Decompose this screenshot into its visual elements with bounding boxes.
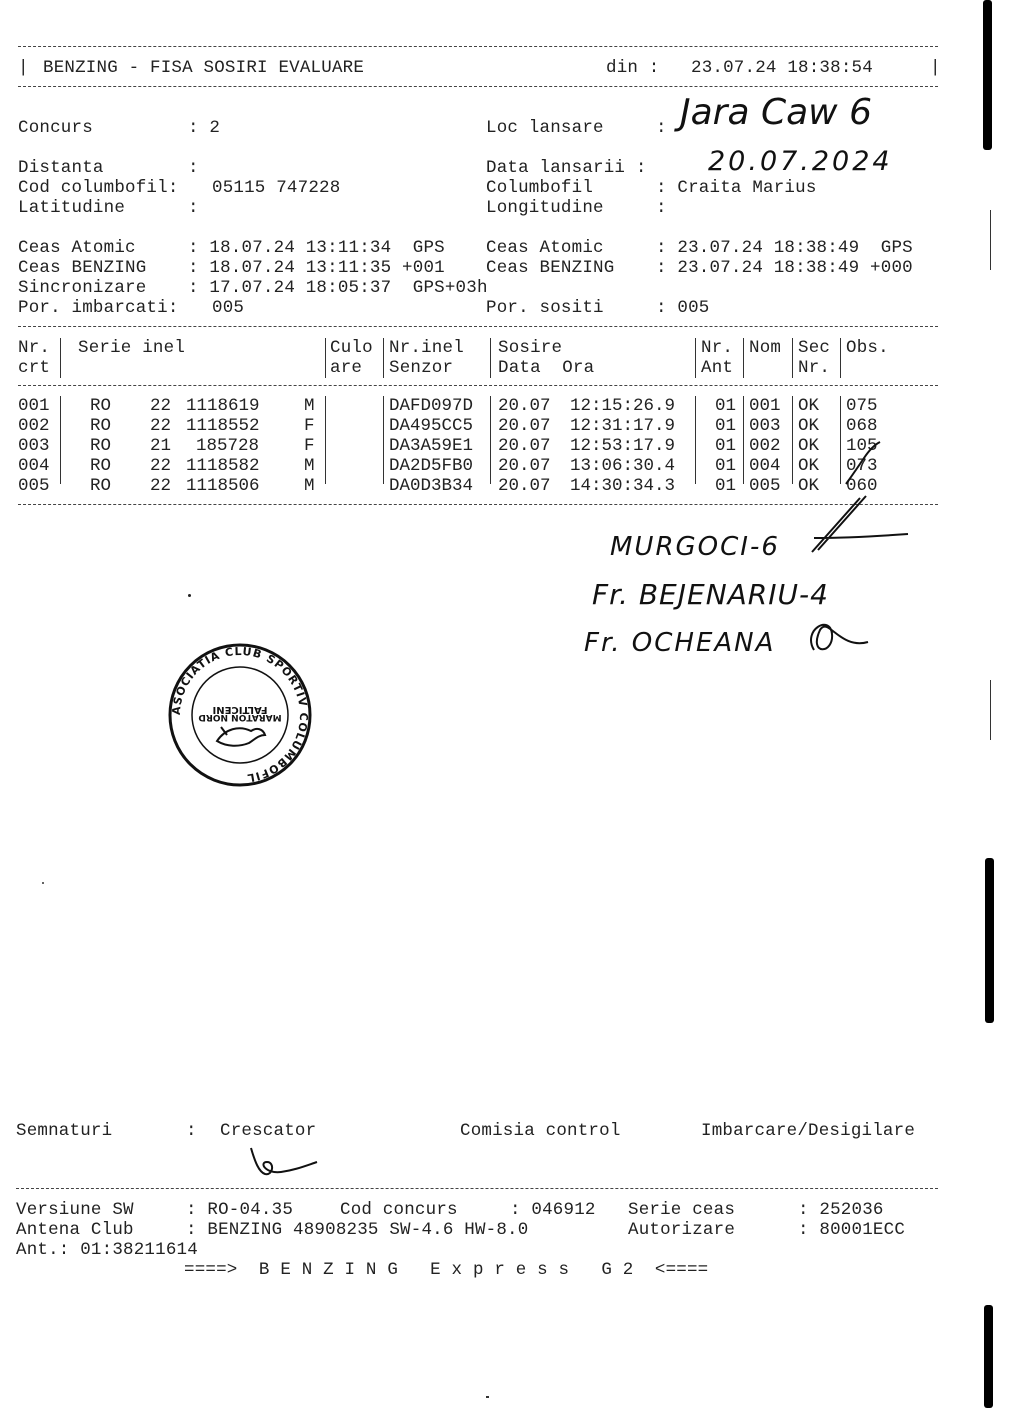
columbofil-value: : Craita Marius	[656, 178, 817, 198]
scan-edge-mark	[984, 1305, 993, 1408]
col-sep	[743, 338, 744, 378]
col-header-culoare: Culo	[330, 338, 373, 358]
col-header-sosire: Sosire	[498, 338, 563, 358]
crescator-label: Crescator	[220, 1121, 317, 1141]
por-sositi-value: : 005	[656, 298, 710, 318]
cell-nr: 005	[18, 476, 50, 496]
cell-tara: RO	[90, 436, 112, 456]
cell-an: 22	[150, 456, 172, 476]
print-date-value: 23.07.24 18:38:54	[691, 58, 873, 78]
cell-nom: 001	[749, 396, 781, 416]
ceas-benzing-end-label: Ceas BENZING	[486, 258, 615, 278]
cell-tara: RO	[90, 456, 112, 476]
cell-ant: 01	[715, 416, 737, 436]
cell-ant: 01	[715, 396, 737, 416]
cell-obs: 073	[846, 456, 878, 476]
scan-edge-line	[990, 210, 991, 270]
scan-edge-line	[990, 680, 991, 740]
pen-stroke-icon	[800, 490, 910, 560]
col-header-nr-ant: Nr.	[701, 338, 734, 358]
cell-ora: 12:31:17.9	[570, 416, 676, 436]
cell-nom: 004	[749, 456, 781, 476]
latitudine-sep: :	[188, 198, 199, 218]
table-row	[0, 416, 1024, 436]
versiune-value: : RO-04.35	[186, 1200, 294, 1220]
col-sep	[792, 338, 793, 378]
ceas-atomic-start-label: Ceas Atomic	[18, 238, 136, 258]
cell-nr: 001	[18, 396, 50, 416]
cell-an: 21	[150, 436, 172, 456]
longitudine-label: Longitudine	[486, 198, 604, 218]
cell-tara: RO	[90, 416, 112, 436]
handwritten-note: Fr. OCHEANA	[584, 628, 776, 658]
loc-lansare-sep: :	[656, 118, 667, 138]
ceas-atomic-start-value: : 18.07.24 13:11:34 GPS	[188, 238, 445, 258]
longitudine-sep: :	[656, 198, 667, 218]
handwritten-note: Fr. BEJENARIU-4	[592, 578, 829, 611]
col-header-serie: Serie inel	[78, 338, 186, 358]
cell-sec: OK	[798, 476, 820, 496]
cell-ora: 13:06:30.4	[570, 456, 676, 476]
header-right-bar: |	[930, 58, 941, 78]
cell-senzor: DAFD097D	[389, 396, 474, 416]
imbarcare-label: Imbarcare/Desigilare	[701, 1121, 916, 1141]
cell-data: 20.07	[498, 476, 551, 496]
latitudine-label: Latitudine	[18, 198, 126, 218]
table-row	[0, 396, 1024, 416]
comisia-control-label: Comisia control	[460, 1121, 621, 1141]
ceas-benzing-start-value: : 18.07.24 13:11:35 +001	[188, 258, 445, 278]
col-header-sec-nr: Nr.	[798, 358, 831, 378]
table-top-rule	[18, 326, 938, 327]
cell-obs: 068	[846, 416, 878, 436]
cod-columbofil-label: Cod columbofil:	[18, 178, 179, 198]
antena-label: Antena Club	[16, 1220, 134, 1240]
cell-an: 22	[150, 476, 172, 496]
stamp-outer-text: ASOCIATIA CLUB SPORTIV COLUMBOFIL	[169, 644, 311, 785]
col-header-sec: Sec	[798, 338, 831, 358]
header-bottom-rule	[18, 86, 938, 87]
versiune-label: Versiune SW	[16, 1200, 134, 1220]
cod-columbofil-value: 05115 747228	[212, 178, 341, 198]
header-left-bar: |	[18, 58, 29, 78]
cell-senzor: DA3A59E1	[389, 436, 474, 456]
col-header-data-ora: Data Ora	[498, 358, 595, 378]
print-date-label: din :	[606, 58, 660, 78]
cell-sec: OK	[798, 396, 820, 416]
cell-obs: 075	[846, 396, 878, 416]
data-lansarii-handwritten: 20.07.2024	[708, 146, 893, 177]
footer-top-rule	[16, 1188, 938, 1189]
col-sep	[60, 338, 61, 378]
sincronizare-value: : 17.07.24 18:05:37 GPS+03h	[188, 278, 488, 298]
ceas-benzing-end-value: : 23.07.24 18:38:49 +000	[656, 258, 913, 278]
por-imbarcati-label: Por. imbarcati:	[18, 298, 179, 318]
col-header-crt: crt	[18, 358, 51, 378]
cell-nr: 002	[18, 416, 50, 436]
columbofil-label: Columbofil	[486, 178, 594, 198]
col-sep	[325, 338, 326, 378]
speck	[486, 1396, 489, 1398]
cell-nr: 003	[18, 436, 50, 456]
cell-sex: M	[304, 396, 315, 416]
cell-inel: 1118582	[186, 456, 260, 476]
brand-line: ====> B E N Z I N G E x p r e s s G 2 <====	[184, 1260, 709, 1280]
cell-nr: 004	[18, 456, 50, 476]
stamp-inner-text-1: MARATON NORD	[198, 712, 282, 722]
cell-senzor: DA2D5FB0	[389, 456, 474, 476]
col-sep	[490, 338, 491, 378]
stamp-inner-text-2: FALTICENI	[212, 704, 268, 715]
cell-sex: M	[304, 456, 315, 476]
col-sep	[383, 338, 384, 378]
cell-data: 20.07	[498, 416, 551, 436]
autorizare-value: : 80001ECC	[798, 1220, 906, 1240]
crescator-signature-icon	[245, 1142, 325, 1182]
col-header-nom: Nom	[749, 338, 782, 358]
cell-tara: RO	[90, 476, 112, 496]
cell-inel: 185728	[196, 436, 260, 456]
cell-ant: 01	[715, 456, 737, 476]
cell-sec: OK	[798, 416, 820, 436]
cell-ant: 01	[715, 476, 737, 496]
cell-ora: 14:30:34.3	[570, 476, 676, 496]
col-header-nr-inel: Nr.inel	[389, 338, 464, 358]
signature-scribble-icon	[800, 610, 870, 665]
cell-inel: 1118552	[186, 416, 260, 436]
concurs-value: : 2	[188, 118, 221, 138]
cell-an: 22	[150, 416, 172, 436]
cod-concurs-value: : 046912	[510, 1200, 596, 1220]
speck	[188, 594, 191, 597]
cell-sex: F	[304, 416, 315, 436]
cell-data: 20.07	[498, 396, 551, 416]
ceas-atomic-end-value: : 23.07.24 18:38:49 GPS	[656, 238, 913, 258]
por-imbarcati-value: 005	[212, 298, 245, 318]
cell-obs: 105	[846, 436, 878, 456]
por-sositi-label: Por. sositi	[486, 298, 604, 318]
cell-obs: 060	[846, 476, 878, 496]
cell-inel: 1118619	[186, 396, 260, 416]
cell-ora: 12:15:26.9	[570, 396, 676, 416]
col-sep	[695, 338, 696, 378]
cell-ant: 01	[715, 436, 737, 456]
ceas-atomic-end-label: Ceas Atomic	[486, 238, 604, 258]
autorizare-label: Autorizare	[628, 1220, 736, 1240]
serie-ceas-value: : 252036	[798, 1200, 884, 1220]
cell-sec: OK	[798, 436, 820, 456]
col-header-culoare-2: are	[330, 358, 363, 378]
sincronizare-label: Sincronizare	[18, 278, 147, 298]
check-mark-icon	[842, 440, 882, 490]
club-stamp	[165, 643, 315, 788]
cell-an: 22	[150, 396, 172, 416]
pigeon-icon	[217, 727, 265, 746]
cell-nom: 002	[749, 436, 781, 456]
ceas-benzing-start-label: Ceas BENZING	[18, 258, 147, 278]
cell-senzor: DA495CC5	[389, 416, 474, 436]
cell-tara: RO	[90, 396, 112, 416]
ant-line: Ant.: 01:38211614	[16, 1240, 198, 1260]
col-sep	[840, 338, 841, 378]
cell-sec: OK	[798, 456, 820, 476]
distanta-sep: :	[188, 158, 199, 178]
cell-senzor: DA0D3B34	[389, 476, 474, 496]
table-header-rule	[18, 385, 938, 386]
col-header-nr: Nr.	[18, 338, 51, 358]
speck	[42, 882, 44, 884]
serie-ceas-label: Serie ceas	[628, 1200, 736, 1220]
cell-sex: F	[304, 436, 315, 456]
cod-concurs-label: Cod concurs	[340, 1200, 458, 1220]
cell-ora: 12:53:17.9	[570, 436, 676, 456]
scan-edge-mark	[983, 0, 992, 150]
cell-sex: M	[304, 476, 315, 496]
distanta-label: Distanta	[18, 158, 104, 178]
cell-inel: 1118506	[186, 476, 260, 496]
col-header-obs: Obs.	[846, 338, 889, 358]
cell-nom: 005	[749, 476, 781, 496]
col-header-senzor: Senzor	[389, 358, 454, 378]
col-header-ant: Ant	[701, 358, 734, 378]
semnaturi-sep: :	[186, 1121, 197, 1141]
data-lansarii-label: Data lansarii :	[486, 158, 647, 178]
header-top-rule	[18, 46, 938, 47]
loc-lansare-handwritten: Jara Caw 6	[680, 92, 872, 133]
cell-data: 20.07	[498, 436, 551, 456]
scan-edge-mark	[985, 858, 994, 1023]
concurs-label: Concurs	[18, 118, 93, 138]
handwritten-note: MURGOCI-6	[610, 532, 780, 562]
cell-data: 20.07	[498, 456, 551, 476]
antena-value: : BENZING 48908235 SW-4.6 HW-8.0	[186, 1220, 529, 1240]
cell-nom: 003	[749, 416, 781, 436]
semnaturi-label: Semnaturi	[16, 1121, 113, 1141]
page-title: BENZING - FISA SOSIRI EVALUARE	[43, 58, 365, 78]
loc-lansare-label: Loc lansare	[486, 118, 604, 138]
